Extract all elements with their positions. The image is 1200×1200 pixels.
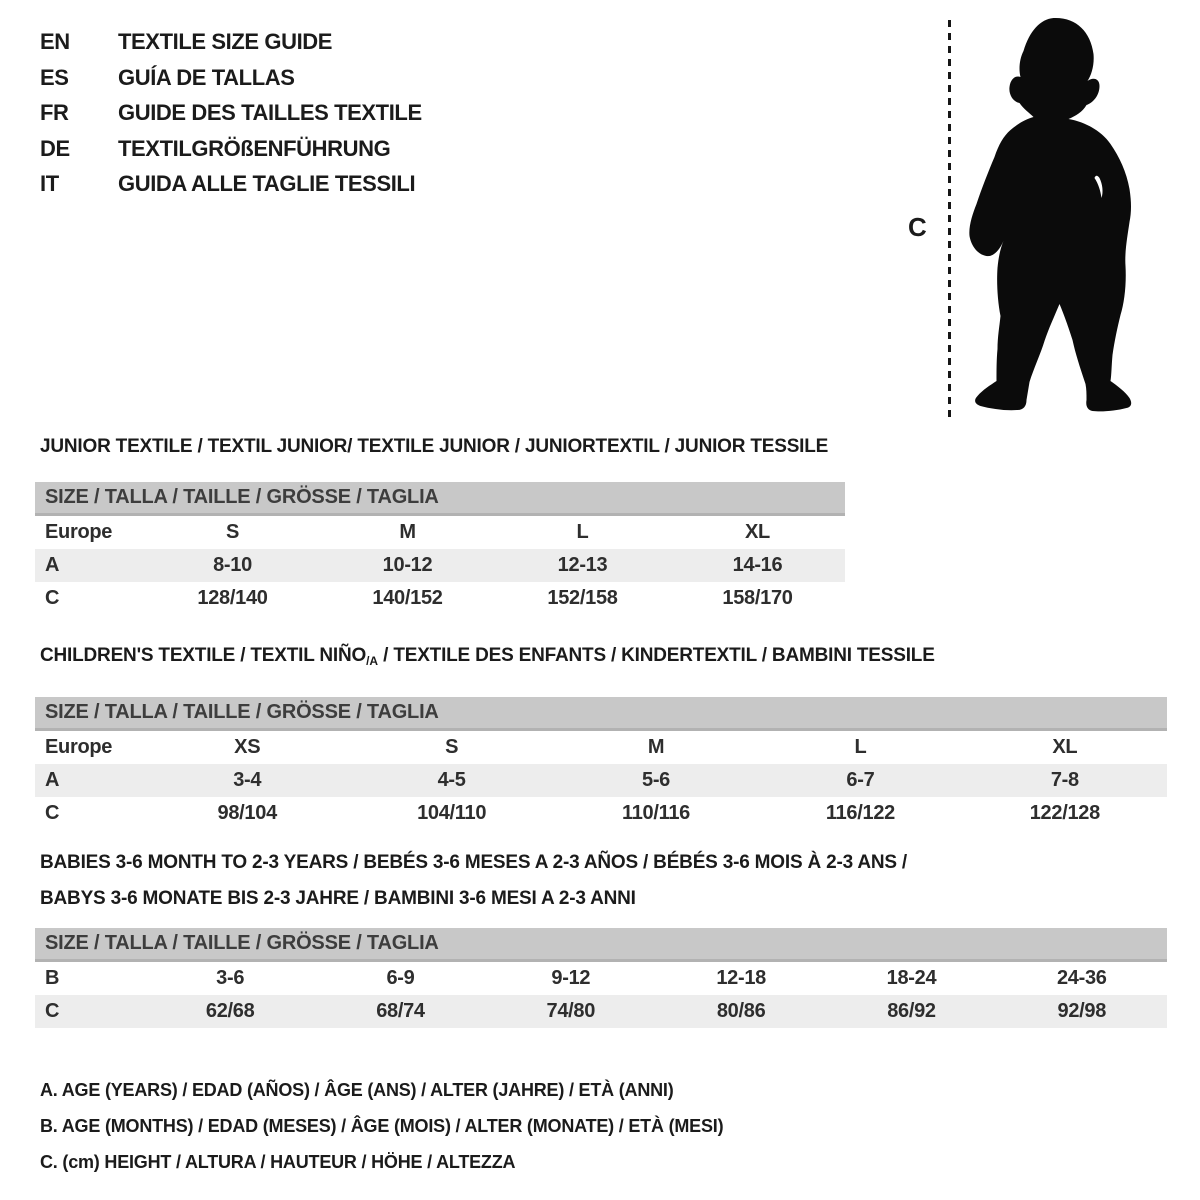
size-column: L — [854, 736, 867, 758]
measure-c-label: C — [908, 212, 927, 242]
height-value: 98/104 — [217, 802, 277, 824]
junior-section-heading: JUNIOR TEXTILE / TEXTIL JUNIOR/ TEXTILE JUNIOR / JUNIORTEXTIL / JUNIOR TESSILE — [40, 436, 829, 457]
size-column: XS — [234, 736, 261, 758]
age-value: 12-13 — [557, 554, 608, 576]
height-value: 128/140 — [197, 587, 268, 609]
row-label: C — [45, 587, 60, 609]
size-column: XL — [745, 521, 770, 543]
age-value: 10-12 — [382, 554, 433, 576]
heading-prefix: CHILDREN'S TEXTILE / TEXTIL NIÑO — [40, 645, 367, 666]
language-row-es — [40, 60, 422, 96]
height-value: 92/98 — [1057, 1000, 1107, 1022]
language-row-de — [40, 131, 422, 167]
size-header-bar: SIZE / TALLA / TAILLE / GRÖSSE / TAGLIA — [35, 697, 1167, 731]
height-value: 80/86 — [716, 1000, 766, 1022]
children-textile-section — [35, 645, 1167, 830]
age-value: 5-6 — [642, 769, 671, 791]
age-value: 14-16 — [732, 554, 783, 576]
size-header-bar: SIZE / TALLA / TAILLE / GRÖSSE / TAGLIA — [35, 928, 1167, 962]
language-code: DE — [40, 135, 70, 161]
table-row-age — [35, 764, 1167, 797]
row-label: A — [45, 769, 60, 791]
guide-title: GUIDA ALLE TAGLIE TESSILI — [118, 171, 416, 197]
measure-legend — [40, 1072, 723, 1180]
size-column: M — [647, 736, 665, 758]
guide-title: TEXTILE SIZE GUIDE — [118, 29, 333, 54]
height-value: 110/116 — [622, 802, 691, 824]
height-value: 140/152 — [372, 587, 443, 609]
heading-subscript: /A — [366, 654, 379, 668]
row-label: A — [45, 554, 60, 576]
size-column: S — [225, 521, 240, 543]
legend-line-a: A. AGE (YEARS) / EDAD (AÑOS) / ÂGE (ANS) / ALTER (JAHRE) / ETÀ (ANNI) — [40, 1080, 674, 1100]
age-value: 3-4 — [233, 769, 262, 791]
junior-textile-section — [35, 436, 845, 615]
language-code: ES — [40, 64, 69, 90]
height-value: 158/170 — [722, 587, 793, 609]
language-code: IT — [40, 171, 59, 197]
children-section-heading — [40, 645, 1167, 672]
age-value: 18-24 — [886, 967, 937, 989]
babies-heading-line2: BABYS 3-6 MONATE BIS 2-3 JAHRE / BAMBINI 3-6 MESI A 2-3 ANNI — [40, 888, 636, 909]
table-row-height — [35, 797, 1167, 830]
junior-size-table — [35, 482, 845, 615]
language-row-fr — [40, 95, 422, 131]
height-measure-figure — [900, 0, 1200, 440]
babies-textile-section — [35, 845, 1167, 1028]
table-column-header-row — [35, 731, 1167, 764]
age-value: 6-9 — [386, 967, 415, 989]
height-value: 86/92 — [887, 1000, 936, 1022]
guide-title: GUIDE DES TAILLES TEXTILE — [118, 100, 422, 126]
table-row-age-months — [35, 962, 1167, 995]
age-value: 6-7 — [846, 769, 875, 791]
table-row-age — [35, 549, 845, 582]
legend-line-b: B. AGE (MONTHS) / EDAD (MESES) / ÂGE (MOIS) / ALTER (MONATE) / ETÀ (MESI) — [40, 1116, 724, 1136]
age-value: 7-8 — [1050, 769, 1079, 791]
toddler-silhouette-image — [962, 14, 1140, 419]
size-column: S — [445, 736, 459, 758]
height-value: 116/122 — [825, 802, 895, 824]
heading-suffix: / TEXTILE DES ENFANTS / KINDERTEXTIL / BAMBINI TESSILE — [378, 645, 935, 666]
height-value: 74/80 — [546, 1000, 596, 1022]
row-label: B — [45, 967, 60, 989]
row-label: C — [45, 802, 60, 824]
height-value: 152/158 — [547, 587, 618, 609]
age-value: 9-12 — [551, 967, 591, 989]
height-value: 62/68 — [205, 1000, 255, 1022]
age-value: 12-18 — [716, 967, 766, 989]
children-size-table — [35, 697, 1167, 830]
language-title-list — [40, 24, 422, 202]
age-value: 4-5 — [437, 769, 466, 791]
height-value: 122/128 — [1029, 802, 1100, 824]
guide-title: TEXTILGRÖßENFÜHRUNG — [118, 135, 391, 161]
region-label: Europe — [45, 736, 113, 758]
size-column: XL — [1052, 736, 1078, 758]
babies-size-table — [35, 928, 1167, 1028]
age-value: 3-6 — [216, 967, 245, 989]
size-column: L — [576, 521, 589, 543]
babies-heading-line1: BABIES 3-6 MONTH TO 2-3 YEARS / BEBÉS 3-6 MESES A 2-3 AÑOS / BÉBÉS 3-6 MOIS À 2-3 ANS / — [40, 852, 908, 873]
legend-line-c: C. (cm) HEIGHT / ALTURA / HAUTEUR / HÖHE / ALTEZZA — [40, 1152, 516, 1172]
age-value: 8-10 — [213, 554, 252, 576]
size-header-bar: SIZE / TALLA / TAILLE / GRÖSSE / TAGLIA — [35, 482, 845, 516]
row-label: C — [45, 1000, 60, 1022]
language-row-en — [40, 24, 422, 60]
babies-section-heading — [40, 845, 1167, 917]
language-code: EN — [40, 29, 70, 54]
region-label: Europe — [45, 521, 113, 543]
height-value: 68/74 — [376, 1000, 425, 1022]
language-row-it — [40, 166, 422, 202]
age-value: 24-36 — [1056, 967, 1107, 989]
language-code: FR — [40, 100, 69, 126]
table-row-height — [35, 995, 1167, 1028]
dashed-height-line — [948, 20, 951, 418]
size-column: M — [399, 521, 416, 543]
table-row-height — [35, 582, 845, 615]
guide-title: GUÍA DE TALLAS — [118, 64, 295, 90]
height-value: 104/110 — [417, 802, 487, 824]
table-column-header-row — [35, 516, 845, 549]
